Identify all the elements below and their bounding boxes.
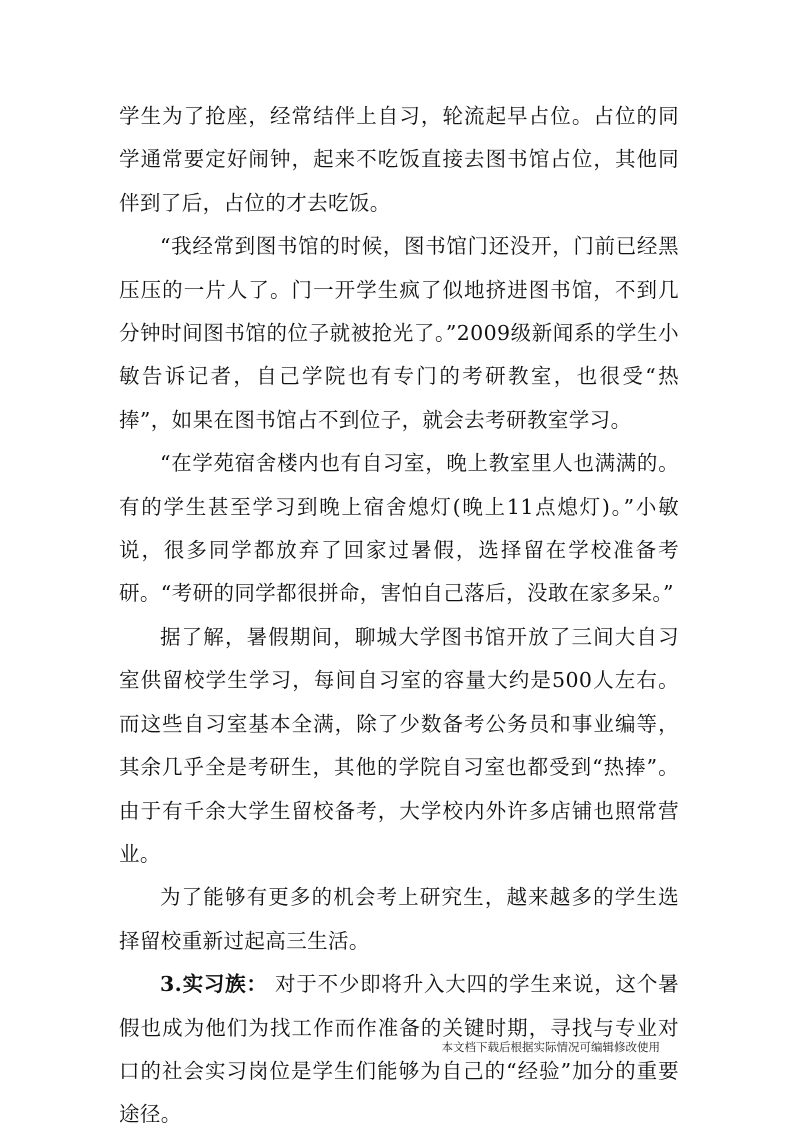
footer-note: 本文档下载后根据实际情况可编辑修改使用 xyxy=(441,1040,660,1054)
paragraph-6-text: 对于不少即将升入大四的学生来说，这个暑假也成为他们为找工作而作准备的关键时期，寻找与专业对口的社会实习岗位是学生们能够为自己的“经验”加分的重要途径。 xyxy=(119,972,679,1127)
paragraph-5 xyxy=(119,876,679,963)
document-body xyxy=(119,95,679,1137)
paragraph-4 xyxy=(119,616,679,876)
paragraph-3-text: “在学苑宿舍楼内也有自习室，晚上教室里人也满满的。有的学生甚至学习到晚上宿舍熄灯(晚上11点熄灯)。”小敏说，很多同学都放弃了回家过暑假，选择留在学校准备考研。“考研的同学都很拼命，害怕自己落后，没敢在家多呆。” xyxy=(119,451,679,606)
section-heading-internship: 3.实习族： xyxy=(160,972,268,997)
paragraph-1-text: 学生为了抢座，经常结伴上自习，轮流起早占位。占位的同学通常要定好闹钟，起来不吃饭直接去图书馆占位，其他同伴到了后，占位的才去吃饭。 xyxy=(119,104,679,215)
paragraph-1 xyxy=(119,95,679,225)
paragraph-5-text: 为了能够有更多的机会考上研究生，越来越多的学生选择留校重新过起高三生活。 xyxy=(119,885,679,953)
paragraph-4-text: 据了解，暑假期间，聊城大学图书馆开放了三间大自习室供留校学生学习，每间自习室的容量大约是500人左右。而这些自习室基本全满，除了少数备考公务员和事业编等，其余几乎全是考研生，其他的学院自习室也都受到“热捧”。由于有千余大学生留校备考，大学校内外许多店铺也照常营业。 xyxy=(119,624,679,866)
paragraph-2-text: “我经常到图书馆的时候，图书馆门还没开，门前已经黑压压的一片人了。门一开学生疯了似地挤进图书馆，不到几分钟时间图书馆的位子就被抢光了。”2009级新闻系的学生小敏告诉记者，自己学院也有专门的考研教室，也很受“热捧”，如果在图书馆占不到位子，就会去考研教室学习。 xyxy=(119,234,679,432)
paragraph-3 xyxy=(119,442,679,616)
paragraph-2 xyxy=(119,225,679,442)
